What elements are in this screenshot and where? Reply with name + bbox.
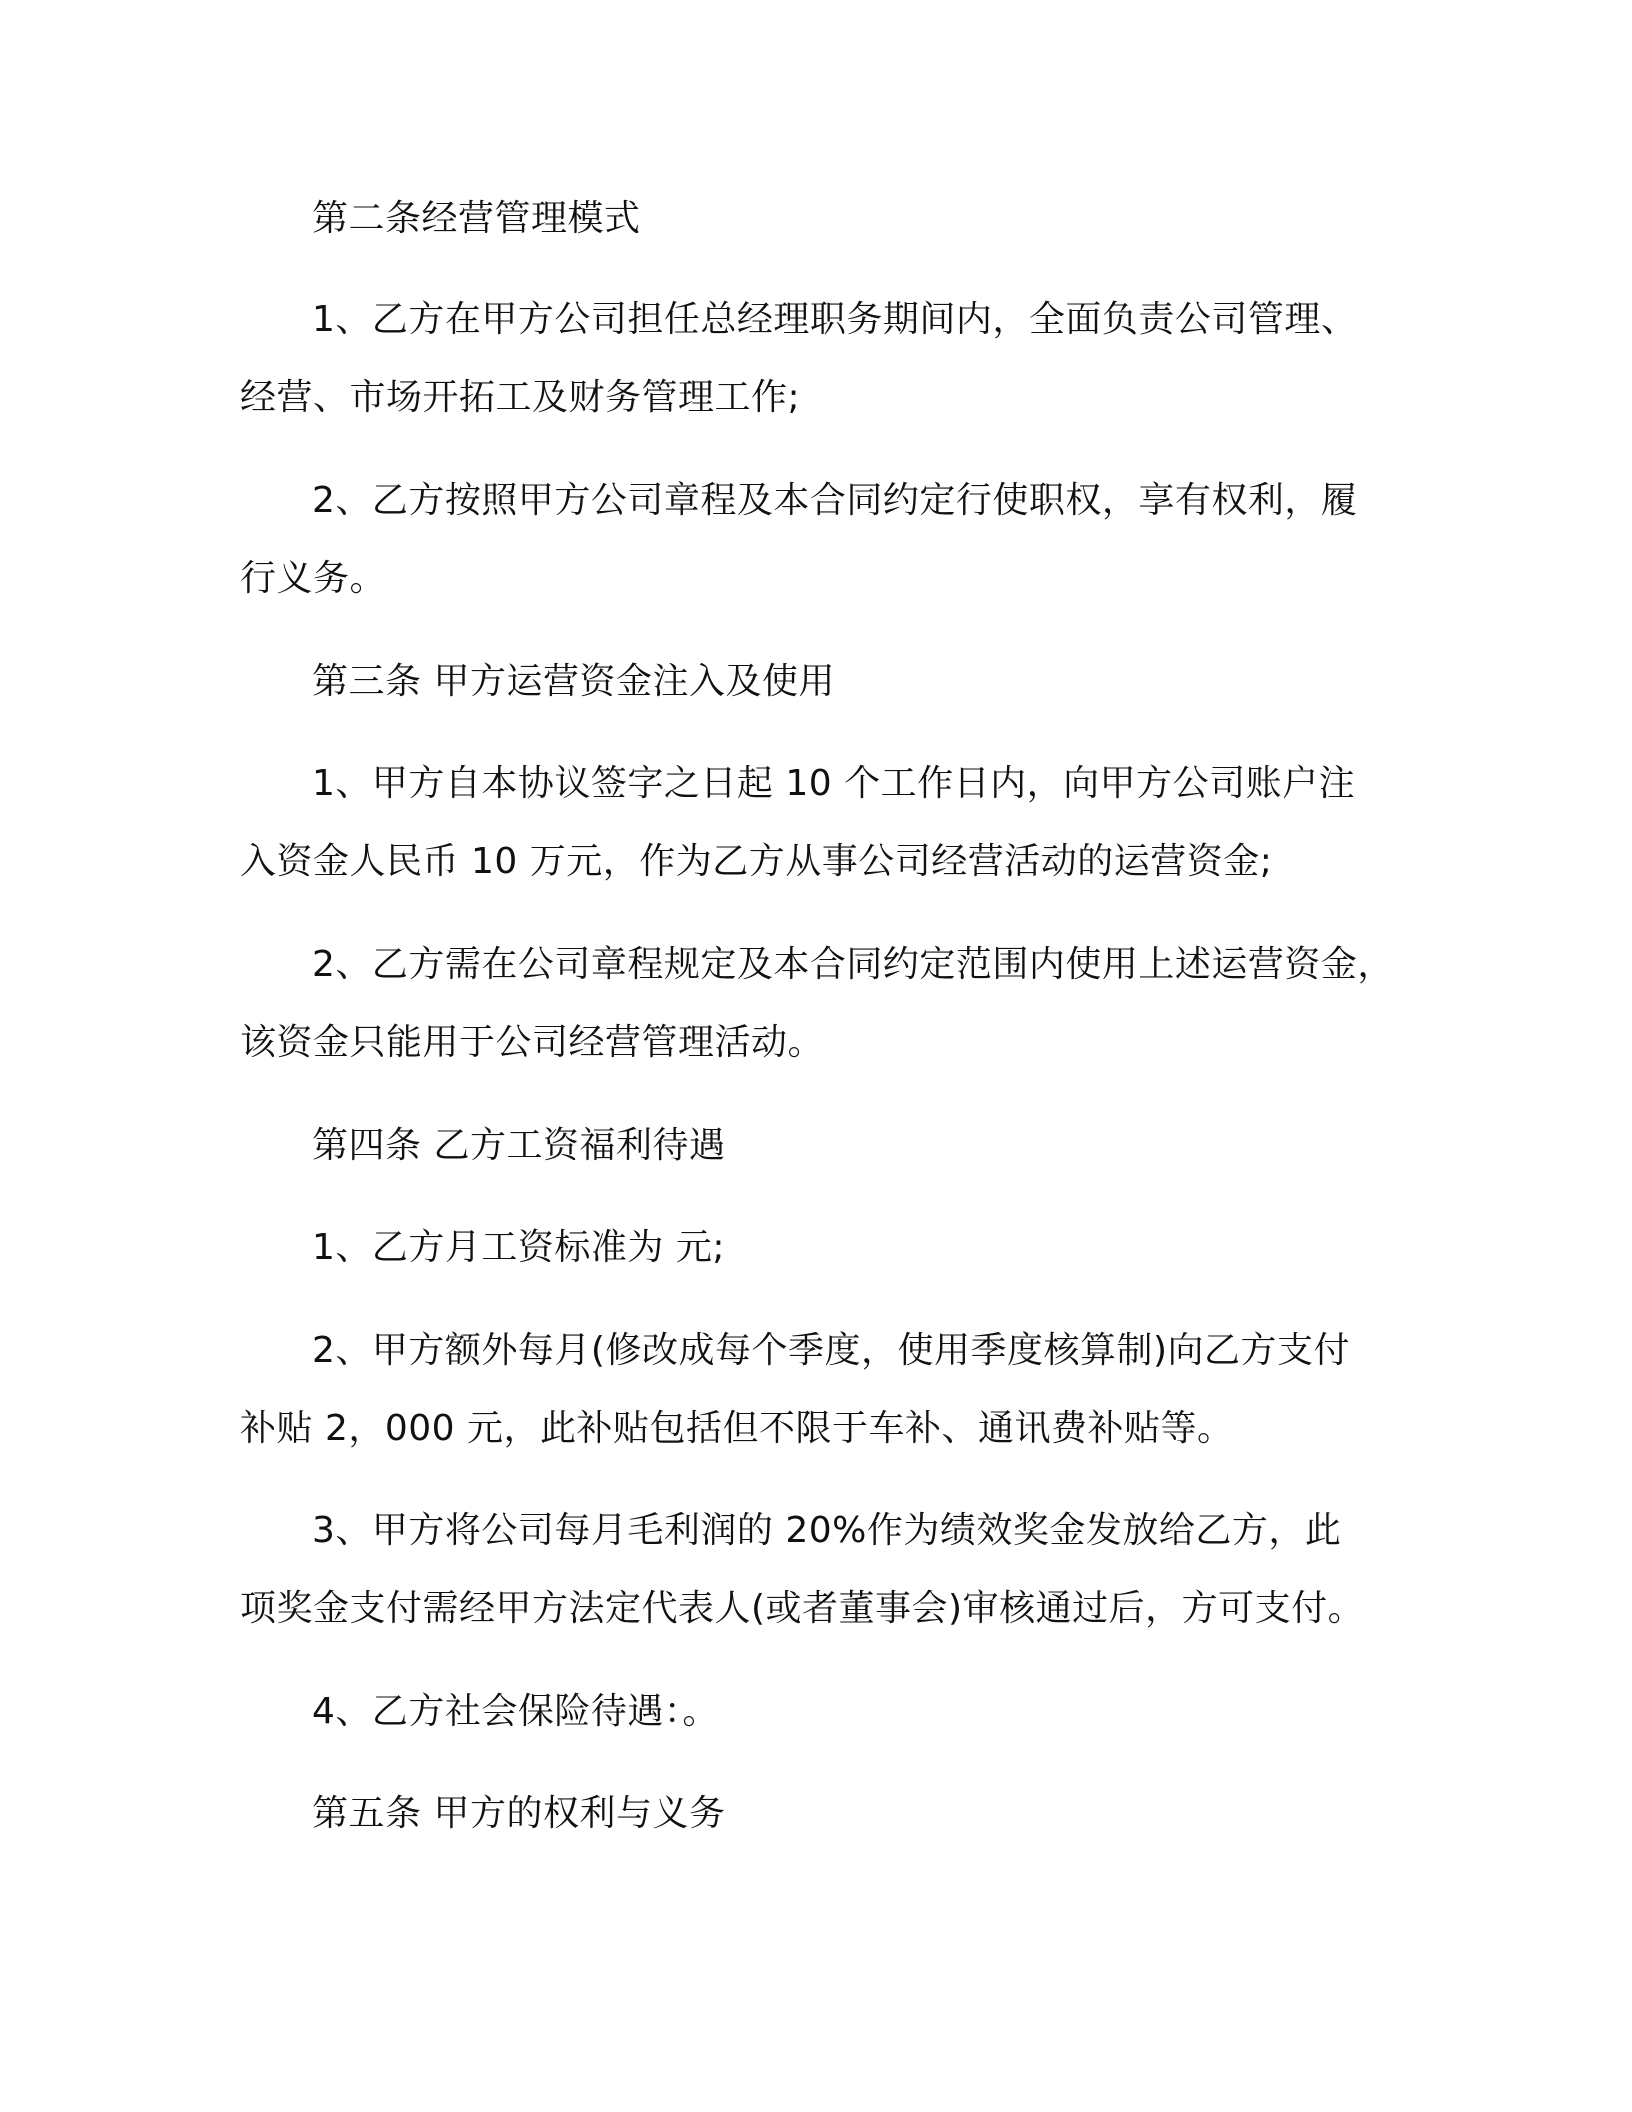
paragraph-line: 行义务。 [240,558,387,599]
paragraph-line: 1、乙方在甲方公司担任总经理职务期间内，全面负责公司管理、 [312,299,1358,340]
paragraph-line: 4、乙方社会保险待遇：。 [312,1691,719,1732]
section-heading-4: 第四条 乙方工资福利待遇 [312,1125,726,1166]
paragraph-line: 3、甲方将公司每月毛利润的 20%作为绩效奖金发放给乙方，此 [312,1510,1342,1551]
paragraph-line: 2、乙方需在公司章程规定及本合同约定范围内使用上述运营资金， [312,944,1394,985]
paragraph-line: 2、乙方按照甲方公司章程及本合同约定行使职权，享有权利，履 [312,480,1358,521]
paragraph-line: 入资金人民币 10 万元，作为乙方从事公司经营活动的运营资金; [240,841,1273,882]
paragraph-line: 1、甲方自本协议签字之日起 10 个工作日内，向甲方公司账户注 [312,763,1356,804]
paragraph-line: 1、乙方月工资标准为 元; [312,1227,725,1268]
paragraph-line: 项奖金支付需经甲方法定代表人(或者董事会)审核通过后，方可支付。 [240,1588,1365,1629]
section-heading-2: 第二条经营管理模式 [312,198,641,239]
section-heading-3: 第三条 甲方运营资金注入及使用 [312,661,835,702]
paragraph-line: 经营、市场开拓工及财务管理工作; [240,377,801,418]
section-heading-5: 第五条 甲方的权利与义务 [312,1793,726,1834]
paragraph-line: 该资金只能用于公司经营管理活动。 [240,1022,825,1063]
paragraph-line: 补贴 2，000 元，此补贴包括但不限于车补、通讯费补贴等。 [240,1408,1234,1449]
paragraph-line: 2、甲方额外每月(修改成每个季度，使用季度核算制)向乙方支付 [312,1330,1350,1371]
